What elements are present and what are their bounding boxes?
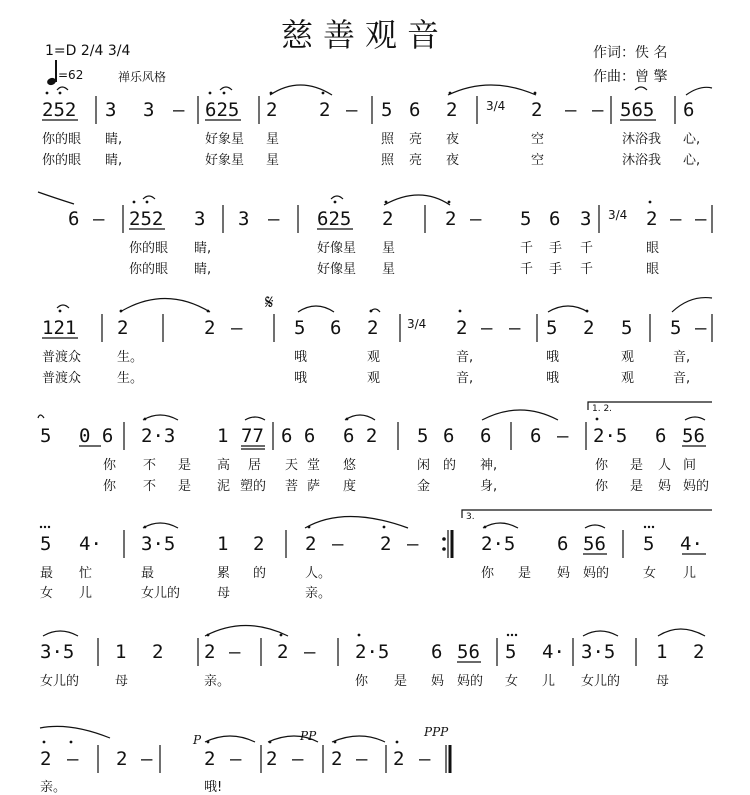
note: 2: [446, 99, 458, 121]
lyric: 哦: [294, 371, 308, 386]
note: 625: [317, 208, 352, 230]
lyric: 堂: [307, 458, 321, 473]
lyric: 观: [621, 371, 635, 386]
note: 2: [367, 317, 379, 339]
lyric: 身,: [480, 479, 498, 494]
lyric: 不: [143, 458, 157, 473]
lyric: 是: [518, 566, 532, 581]
note: 3: [580, 208, 592, 230]
note: 5: [417, 425, 429, 447]
lyric: 亮: [409, 132, 423, 147]
note: –: [592, 99, 604, 121]
time-change: 3/4: [486, 99, 506, 113]
lyric: 的: [443, 458, 457, 473]
note: 2: [393, 748, 405, 770]
note: 56: [682, 425, 705, 447]
lyric: 儿: [683, 566, 697, 581]
note: 2: [204, 317, 216, 339]
lyric: 千: [580, 262, 594, 277]
lyric: 音,: [456, 350, 474, 365]
note: –: [407, 533, 419, 555]
lyric: 女儿的: [581, 674, 621, 689]
volta-ending-1-2: 1. 2.: [592, 404, 613, 414]
note: 2·5: [355, 641, 390, 663]
lyric: 亲。: [305, 586, 332, 601]
lyric: 好像星: [317, 262, 357, 277]
note: 2: [319, 99, 331, 121]
lyric: 音,: [673, 371, 691, 386]
note: 6: [480, 425, 492, 447]
lyric: 泥: [217, 479, 231, 494]
note: –: [93, 208, 105, 230]
lyric: 好象星: [205, 153, 245, 168]
lyric: 你的眼: [42, 132, 82, 147]
lyric: 观: [367, 350, 381, 365]
note: 5: [40, 425, 52, 447]
note: 3: [194, 208, 206, 230]
note: 56: [583, 533, 606, 555]
song-title: 慈善观音: [281, 16, 450, 54]
lyric: 普渡众: [42, 371, 82, 386]
note: –: [670, 208, 682, 230]
lyric: 你: [103, 458, 117, 473]
note: 2: [693, 641, 705, 663]
lyric: 音,: [673, 350, 691, 365]
note: 3: [105, 99, 117, 121]
lyric: 妈: [431, 674, 445, 689]
note: 2: [305, 533, 317, 555]
lyric: 好象星: [205, 132, 245, 147]
note: 3·5: [581, 641, 616, 663]
lyric: 你: [355, 674, 369, 689]
note: –: [332, 533, 344, 555]
note: –: [419, 748, 431, 770]
lyric: 你: [595, 458, 609, 473]
note: –: [268, 208, 280, 230]
volta-ending-3: 3.: [466, 512, 475, 522]
lyric: 是: [394, 674, 408, 689]
note: –: [565, 99, 577, 121]
note: 5: [546, 317, 558, 339]
key-time-signature: 1=D 2/4 3/4: [45, 43, 131, 59]
note: 252: [42, 99, 77, 121]
note: –: [481, 317, 493, 339]
note: 2: [204, 748, 216, 770]
lyric: 累: [217, 566, 231, 581]
composer-credit: 作曲：曾 擎: [593, 69, 668, 85]
lyric: 睛,: [194, 241, 212, 256]
lyric: 空: [531, 132, 545, 147]
lyric: 悠: [343, 458, 357, 473]
lyric: 手: [549, 241, 563, 256]
note: 5: [520, 208, 532, 230]
dynamic-ppp: PPP: [424, 725, 449, 739]
lyric: 心,: [683, 153, 701, 168]
lyric: 女儿的: [40, 674, 80, 689]
note: 252: [129, 208, 164, 230]
lyric: 是: [178, 479, 192, 494]
note: 6: [409, 99, 421, 121]
lyric: 手: [549, 262, 563, 277]
note: 5: [40, 533, 52, 555]
style-label: 禅乐风格: [118, 70, 167, 84]
lyric: 心,: [683, 132, 701, 147]
note: 121: [42, 317, 77, 339]
lyric: 你的眼: [129, 262, 169, 277]
lyric: 母: [656, 674, 670, 689]
note: 5: [643, 533, 655, 555]
note: 2: [266, 748, 278, 770]
lyric: 普渡众: [42, 350, 82, 365]
note: –: [695, 208, 707, 230]
lyric: 闲: [417, 458, 431, 473]
lyric: 眼: [646, 241, 660, 256]
lyric: 女: [643, 566, 657, 581]
note: 6: [530, 425, 542, 447]
note: –: [230, 748, 242, 770]
lyric: 你: [103, 479, 117, 494]
note: 625: [205, 99, 240, 121]
note: 2: [583, 317, 595, 339]
note: 2: [266, 99, 278, 121]
note: 2: [646, 208, 658, 230]
note: 1: [115, 641, 127, 663]
lyric: 妈: [658, 479, 672, 494]
note: –: [229, 641, 241, 663]
note: –: [292, 748, 304, 770]
note: 6: [549, 208, 561, 230]
lyric: 眼: [646, 262, 660, 277]
note: 4·: [542, 641, 565, 663]
lyric: 观: [367, 371, 381, 386]
note: 5: [381, 99, 393, 121]
note: 6: [68, 208, 80, 230]
tempo-value: =62: [58, 68, 84, 82]
time-change: 3/4: [608, 208, 628, 222]
lyric: 最: [40, 566, 54, 581]
note: 2: [40, 748, 52, 770]
lyric: 哦: [546, 371, 560, 386]
lyric: 好像星: [317, 241, 357, 256]
note: 77: [241, 425, 264, 447]
lyric: 生。: [117, 371, 144, 386]
lyric: 你的眼: [42, 153, 82, 168]
lyric: 睛,: [105, 153, 123, 168]
note: –: [470, 208, 482, 230]
lyric: 间: [683, 458, 697, 473]
lyric: 观: [621, 350, 635, 365]
note: 2: [445, 208, 457, 230]
note: 6: [431, 641, 443, 663]
note: 5: [294, 317, 306, 339]
lyric: 母: [115, 674, 129, 689]
lyric: 亲。: [40, 780, 67, 795]
note: –: [231, 317, 243, 339]
note: –: [67, 748, 79, 770]
lyric: 人。: [305, 566, 332, 581]
lyric: 你的眼: [129, 241, 169, 256]
lyric: 不: [143, 479, 157, 494]
lyric: 哦: [294, 350, 308, 365]
note: 2: [253, 533, 265, 555]
note: 2: [117, 317, 129, 339]
lyric: 天: [285, 458, 299, 473]
lyric: 夜: [446, 153, 460, 168]
note: 4·: [680, 533, 703, 555]
note: –: [173, 99, 185, 121]
lyric: 睛,: [194, 262, 212, 277]
note: 3: [238, 208, 250, 230]
note: –: [304, 641, 316, 663]
note: 2: [382, 208, 394, 230]
lyric: 妈的: [583, 566, 610, 581]
note: 1: [656, 641, 668, 663]
note: 3: [143, 99, 155, 121]
lyric: 照: [381, 132, 395, 147]
lyric: 沐浴我: [622, 153, 662, 168]
note: 2: [331, 748, 343, 770]
lyric: 金: [417, 479, 431, 494]
lyric: 最: [141, 566, 155, 581]
note: 56: [457, 641, 480, 663]
note: 2: [531, 99, 543, 121]
lyric: 儿: [542, 674, 556, 689]
note: 2: [204, 641, 216, 663]
lyric: 忙: [79, 566, 93, 581]
lyric: 星: [382, 241, 396, 256]
note: –: [356, 748, 368, 770]
note: 2: [380, 533, 392, 555]
lyric: 妈的: [683, 479, 710, 494]
time-change: 3/4: [407, 317, 427, 331]
lyric: 你: [481, 566, 495, 581]
lyric: 妈的: [457, 674, 484, 689]
note: 2: [152, 641, 164, 663]
note: –: [141, 748, 153, 770]
dynamic-pp: PP: [300, 729, 317, 743]
note: –: [557, 425, 569, 447]
lyric: 儿: [79, 586, 93, 601]
segno-sign: 𝄋: [265, 290, 274, 314]
note: 6 6: [281, 425, 316, 447]
lyric: 星: [266, 153, 280, 168]
note: 2: [277, 641, 289, 663]
note: 4·: [79, 533, 102, 555]
note: 6: [557, 533, 569, 555]
lyric: 是: [178, 458, 192, 473]
note: 565: [620, 99, 655, 121]
note: 1: [217, 425, 229, 447]
note: –: [695, 317, 707, 339]
note: 0 6: [79, 425, 114, 447]
lyric: 你: [595, 479, 609, 494]
note: –: [509, 317, 521, 339]
lyric: 度: [343, 479, 357, 494]
note: 5: [505, 641, 517, 663]
note: 6: [443, 425, 455, 447]
note: 2·5: [593, 425, 628, 447]
lyric: 塑的: [240, 479, 267, 494]
lyric: 是: [630, 458, 644, 473]
note: 1: [217, 533, 229, 555]
lyric: 高: [217, 458, 231, 473]
lyric: 星: [266, 132, 280, 147]
note: 5: [621, 317, 633, 339]
note: 6: [655, 425, 667, 447]
lyric: 居: [248, 458, 262, 473]
lyric: 女儿的: [141, 586, 181, 601]
lyric: 亲。: [204, 674, 231, 689]
lyric: 人: [658, 458, 672, 473]
lyricist-credit: 作词：佚 名: [593, 45, 668, 61]
lyric: 千: [520, 241, 534, 256]
dynamic-p: P: [193, 733, 202, 747]
lyric: 沐浴我: [622, 132, 662, 147]
note: 5: [670, 317, 682, 339]
note: 2·5: [481, 533, 516, 555]
lyric: 神,: [480, 458, 498, 473]
lyric: 哦: [546, 350, 560, 365]
lyric: 千: [520, 262, 534, 277]
lyric: 女: [40, 586, 54, 601]
lyric: 女: [505, 674, 519, 689]
lyric: 夜: [446, 132, 460, 147]
lyric: 睛,: [105, 132, 123, 147]
lyric: 菩: [285, 479, 299, 494]
lyric: 的: [253, 566, 267, 581]
note: 2: [116, 748, 128, 770]
lyric: 是: [630, 479, 644, 494]
lyric: 音,: [456, 371, 474, 386]
lyric: 亮: [409, 153, 423, 168]
note: 6: [330, 317, 342, 339]
note: 6 2: [343, 425, 378, 447]
lyric: 星: [382, 262, 396, 277]
lyric: 千: [580, 241, 594, 256]
note: 3·5: [141, 533, 176, 555]
lyric: 空: [531, 153, 545, 168]
lyric: 哦!: [204, 780, 223, 795]
lyric: 母: [217, 586, 231, 601]
lyric: 妈: [557, 566, 571, 581]
lyric: 萨: [307, 479, 321, 494]
note: –: [346, 99, 358, 121]
note: 3·5: [40, 641, 75, 663]
note: 2: [456, 317, 468, 339]
note: 6: [683, 99, 695, 121]
note: 2·3: [141, 425, 176, 447]
lyric: 生。: [117, 350, 144, 365]
lyric: 照: [381, 153, 395, 168]
